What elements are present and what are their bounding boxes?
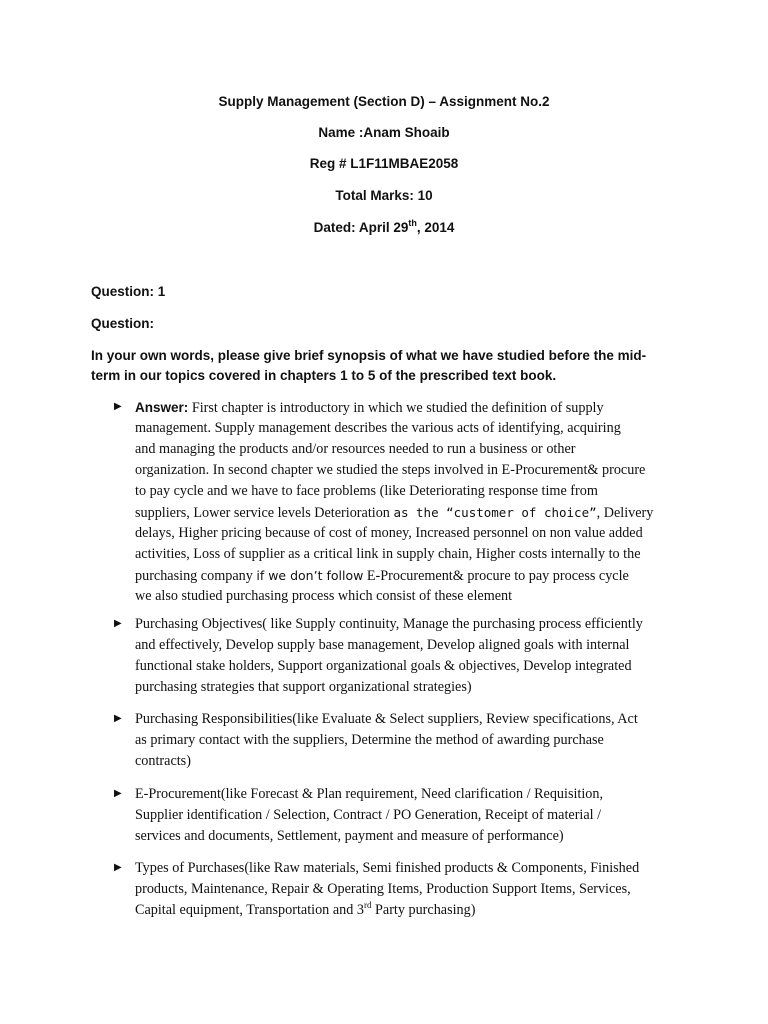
- list-line: products, Maintenance, Repair & Operating Items, Production Support Items, Services,: [135, 881, 631, 897]
- total-marks: Total Marks: 10: [335, 188, 433, 203]
- list-line: as primary contact with the suppliers, Determine the method of awarding purchase: [135, 732, 604, 748]
- answer-line: activities, Loss of supplier as a critical link in supply chain, Higher costs internally to the: [135, 546, 641, 562]
- answer-line: purchasing company if we don’t follow E-Procurement& procure to pay process cycle: [135, 568, 629, 584]
- purchasing-responsibilities-item: [135, 709, 638, 772]
- answer-label: Answer:: [135, 400, 189, 415]
- list-line: contracts): [135, 753, 191, 769]
- bullet-arrow-icon: ▶: [114, 788, 122, 799]
- ordinal-superscript: rd: [363, 900, 372, 910]
- answer-line: organization. In second chapter we studied the steps involved in E-Procurement& procure: [135, 462, 646, 478]
- e-procurement-item: [135, 784, 603, 847]
- question-label: Question:: [91, 316, 154, 331]
- question-number: Question: 1: [91, 284, 166, 299]
- list-line: functional stake holders, Support organizational goals & objectives, Develop integrated: [135, 658, 632, 674]
- answer-line: we also studied purchasing process which consist of these element: [135, 588, 513, 604]
- bullet-arrow-icon: ▶: [114, 713, 122, 724]
- answer-line: delays, Higher pricing because of cost of money, Increased personnel on non value added: [135, 525, 643, 541]
- follow-phrase: if we don’t follow: [256, 568, 364, 583]
- list-line: Types of Purchases(like Raw materials, Semi finished products & Components, Finished: [135, 860, 640, 876]
- answer-line: and managing the products and/or resources needed to run a business or other: [135, 441, 576, 457]
- registration-number: Reg # L1F11MBAE2058: [309, 156, 459, 171]
- bullet-arrow-icon: ▶: [114, 618, 122, 629]
- date-prefix: Dated: April 29: [313, 220, 409, 235]
- list-line: Supplier identification / Selection, Contract / PO Generation, Receipt of material /: [135, 807, 602, 823]
- list-line: Purchasing Responsibilities(like Evaluate & Select suppliers, Review specifications, Act: [135, 711, 638, 727]
- purchasing-objectives-item: [135, 614, 643, 698]
- assignment-title: Supply Management (Section D) – Assignment No.2: [218, 94, 550, 109]
- list-line: services and documents, Settlement, payment and measure of performance): [135, 828, 564, 844]
- answer-line: suppliers, Lower service levels Deterioration as the “customer of choice”, Delivery: [135, 505, 654, 521]
- list-line: E-Procurement(like Forecast & Plan requirement, Need clarification / Requisition,: [135, 786, 604, 802]
- date-superscript: th: [408, 218, 417, 228]
- list-line: Capital equipment, Transportation and 3rd Party purchasing): [135, 900, 476, 918]
- list-line: purchasing strategies that support organizational strategies): [135, 679, 472, 695]
- customer-of-choice-quote: as the “customer of choice”: [393, 505, 597, 520]
- question-text: [91, 346, 681, 386]
- answer-line: to pay cycle and we have to face problems (like Deteriorating response time from: [135, 483, 598, 499]
- answer-line: management. Supply management describes the various acts of identifying, acquiring: [135, 420, 621, 436]
- question-text-line: term in our topics covered in chapters 1 to 5 of the prescribed text book.: [91, 368, 557, 383]
- list-line: and effectively, Develop supply base management, Develop aligned goals with internal: [135, 637, 630, 653]
- list-line: Purchasing Objectives( like Supply continuity, Manage the purchasing process efficiently: [135, 616, 643, 632]
- types-of-purchases-item: [135, 858, 639, 921]
- answer-paragraph: [135, 397, 653, 607]
- student-name: Name :Anam Shoaib: [318, 125, 450, 140]
- bullet-arrow-icon: ▶: [114, 401, 122, 412]
- bullet-arrow-icon: ▶: [114, 862, 122, 873]
- answer-line: Answer: First chapter is introductory in which we studied the definition of supply: [135, 400, 604, 416]
- question-text-line: In your own words, please give brief synopsis of what we have studied before the mid-: [91, 348, 647, 363]
- date-suffix: , 2014: [416, 220, 455, 235]
- date-line: [0, 220, 768, 236]
